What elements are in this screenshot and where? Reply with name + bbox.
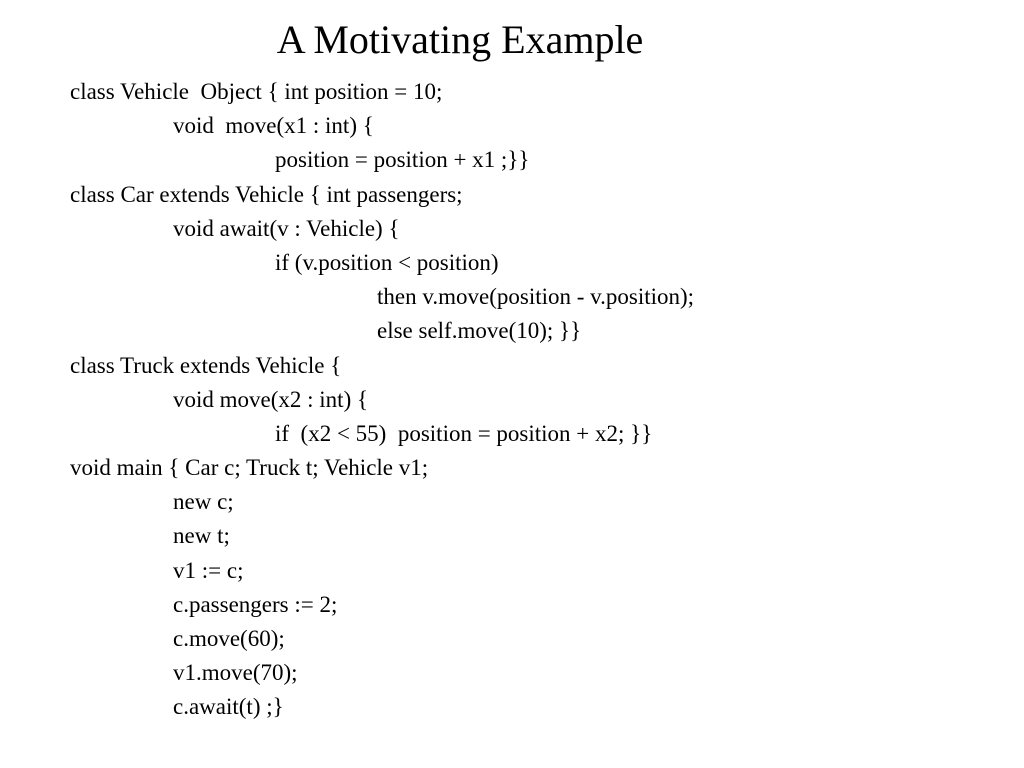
code-line: class Vehicle Object { int position = 10; (70, 79, 443, 104)
code-line: position = position + x1 ;}} (275, 147, 530, 173)
code-line: new t; (173, 523, 230, 549)
code-line: void move(x1 : int) { (173, 113, 374, 139)
code-line: if (v.position < position) (275, 249, 499, 275)
code-line: else self.move(10); }} (377, 318, 582, 344)
code-line: void move(x2 : int) { (173, 386, 369, 412)
code-line: void await(v : Vehicle) { (173, 215, 400, 241)
code-line: c.move(60); (173, 626, 285, 651)
code-line: if (x2 < 55) position = position + x2; }} (275, 420, 653, 446)
code-line: new c; (173, 489, 234, 515)
code-line: then v.move(position - v.position); (377, 284, 695, 310)
code-line: v1.move(70); (173, 660, 298, 686)
code-line: c.await(t) ;} (173, 694, 284, 720)
code-line: void main { Car c; Truck t; Vehicle v1; (70, 455, 429, 481)
code-line: c.passengers := 2; (173, 591, 338, 617)
code-line: v1 := c; (173, 557, 244, 583)
slide-title: A Motivating Example (276, 17, 644, 62)
code-block (70, 75, 1010, 725)
code-line: class Car extends Vehicle { int passengers; (70, 181, 463, 207)
code-line: class Truck extends Vehicle { (70, 352, 342, 378)
